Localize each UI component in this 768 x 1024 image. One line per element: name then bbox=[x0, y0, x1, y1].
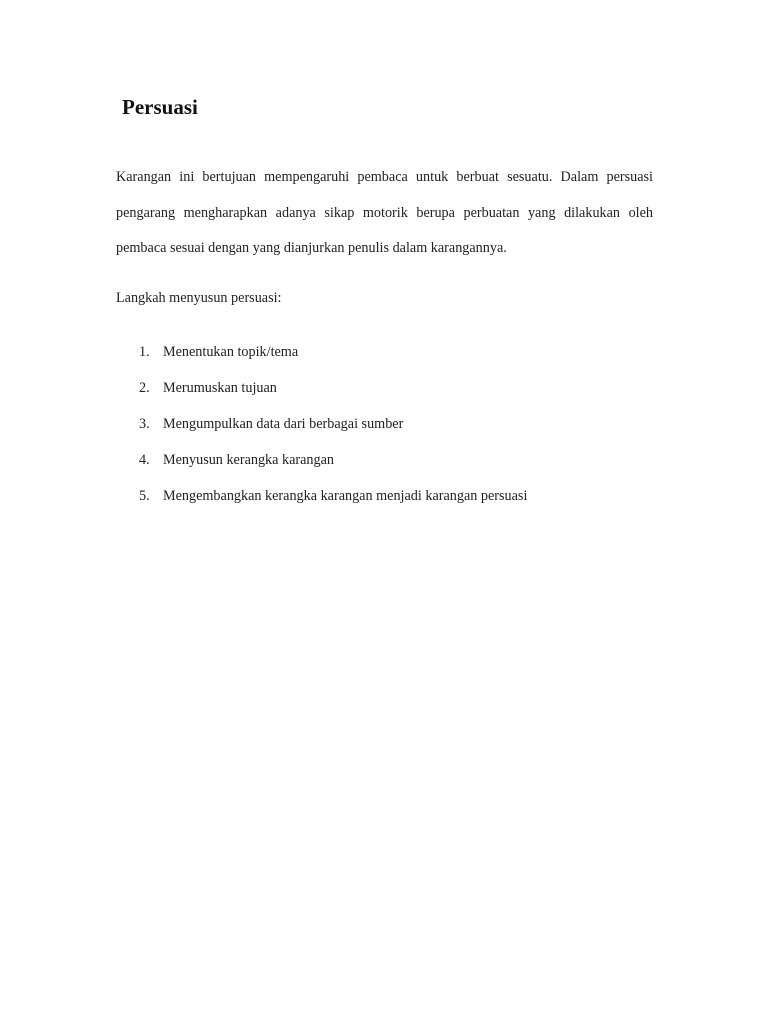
steps-intro: Langkah menyusun persuasi: bbox=[116, 290, 282, 306]
list-item bbox=[116, 338, 676, 374]
list-item-text: Mengembangkan kerangka karangan menjadi karangan persuasi bbox=[163, 488, 528, 504]
list-item-text: Menyusun kerangka karangan bbox=[163, 452, 334, 468]
list-item-number: 5. bbox=[139, 488, 150, 504]
list-item bbox=[116, 374, 676, 410]
body-paragraph: Karangan ini bertujuan mempengaruhi pembaca untuk berbuat sesuatu. Dalam persuasi pengarang mengharapkan adanya sikap motorik berupa perbuatan yang dilakukan oleh pembaca sesuai dengan yang dianjurkan penulis dalam karangannya. bbox=[116, 169, 653, 256]
list-item-text: Menentukan topik/tema bbox=[163, 344, 299, 360]
steps-list bbox=[116, 338, 676, 518]
list-item-number: 4. bbox=[139, 452, 150, 468]
list-item-number: 1. bbox=[139, 344, 150, 360]
list-item-text: Merumuskan tujuan bbox=[163, 380, 277, 396]
list-item-text: Mengumpulkan data dari berbagai sumber bbox=[163, 416, 404, 432]
list-item-number: 3. bbox=[139, 416, 150, 432]
page-title: Persuasi bbox=[122, 95, 198, 119]
list-item bbox=[116, 446, 676, 482]
list-item bbox=[116, 410, 676, 446]
list-item-number: 2. bbox=[139, 380, 150, 396]
list-item bbox=[116, 482, 676, 518]
